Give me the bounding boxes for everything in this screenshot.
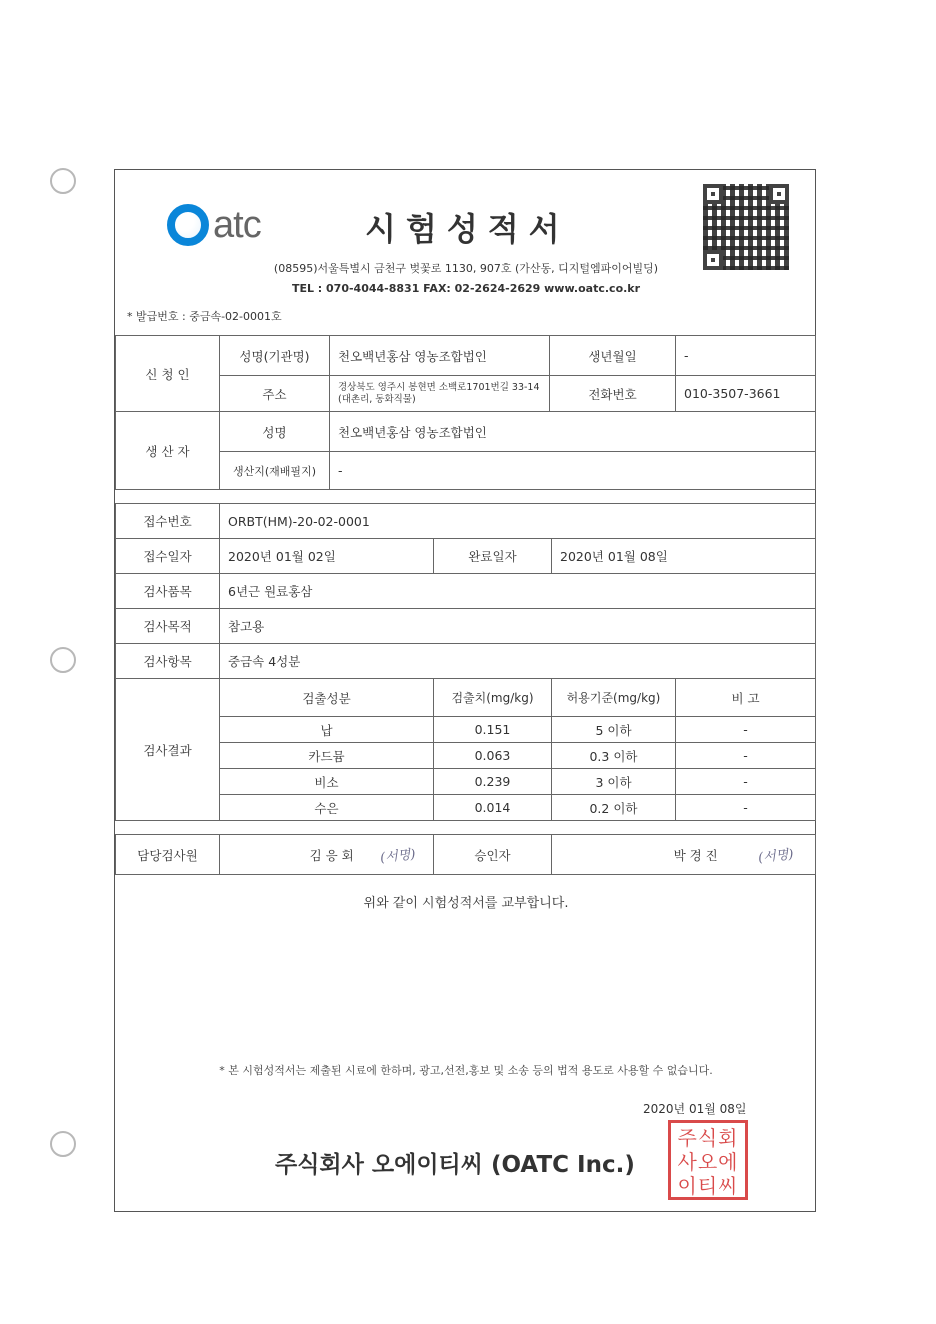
results-header-limit: 허용기준(mg/kg) xyxy=(552,679,676,717)
issue-date: 2020년 01월 08일 xyxy=(643,1102,747,1116)
seal-line: 사오에 xyxy=(677,1150,739,1174)
value-cell: 0.239 xyxy=(434,769,552,795)
note-cell: - xyxy=(676,769,816,795)
address-label: 주소 xyxy=(220,376,330,412)
issue-number: * 발급번호 : 중금속-02-0001호 xyxy=(127,310,282,323)
applicant-table xyxy=(115,335,816,490)
address-value: 경상북도 영주시 봉현면 소백로1701번길 33-14 (대촌리, 동화직물) xyxy=(330,376,550,412)
item-value: 6년근 원료홍삼 xyxy=(220,574,816,609)
results-table xyxy=(115,678,816,821)
receipt-table xyxy=(115,503,816,679)
results-header-value: 검출치(mg/kg) xyxy=(434,679,552,717)
origin-label: 생산지(재배필지) xyxy=(220,452,330,490)
receipt-number-label: 접수번호 xyxy=(116,504,220,539)
receipt-number-value: ORBT(HM)-20-02-0001 xyxy=(220,504,816,539)
note-cell: - xyxy=(676,717,816,743)
receipt-date-label: 접수일자 xyxy=(116,539,220,574)
applicant-name-value: 천오백년홍삼 영농조합법인 xyxy=(330,336,550,376)
phone-value: 010-3507-3661 xyxy=(676,376,816,412)
delivery-statement: 위와 같이 시험성적서를 교부합니다. xyxy=(363,896,569,911)
punch-hole-middle xyxy=(50,647,76,673)
inspector-signature: (서명) xyxy=(379,847,416,866)
table-row xyxy=(116,769,816,795)
logo-o-icon xyxy=(167,204,209,246)
limit-cell: 5 이하 xyxy=(552,717,676,743)
birth-value: - xyxy=(676,336,816,376)
company-seal-stamp xyxy=(668,1120,748,1200)
signature-table xyxy=(115,834,816,875)
component-cell: 카드뮴 xyxy=(220,743,434,769)
usage-notice: * 본 시험성적서는 제출된 시료에 한하며, 광고,선전,홍보 및 소송 등의 법적 용도로 사용할 수 없습니다. xyxy=(219,1064,713,1077)
component-cell: 수은 xyxy=(220,795,434,821)
company-address: (08595)서울특별시 금천구 벚꽃로 1130, 907호 (가산동, 디지털엠파이어빌딩) xyxy=(273,262,659,275)
table-row xyxy=(116,717,816,743)
birth-label: 생년월일 xyxy=(550,336,676,376)
approver-label: 승인자 xyxy=(434,835,552,875)
note-cell: - xyxy=(676,743,816,769)
logo-text: atc xyxy=(213,203,261,246)
purpose-label: 검사목적 xyxy=(116,609,220,644)
approver-signature: (서명) xyxy=(757,847,794,866)
producer-name-value: 천오백년홍삼 영농조합법인 xyxy=(330,412,816,452)
seal-line: 주식회 xyxy=(677,1126,739,1150)
certificate-sheet xyxy=(114,169,816,1212)
value-cell: 0.014 xyxy=(434,795,552,821)
limit-cell: 3 이하 xyxy=(552,769,676,795)
inspector-label: 담당검사원 xyxy=(116,835,220,875)
applicant-name-label: 성명(기관명) xyxy=(220,336,330,376)
punch-hole-bottom xyxy=(50,1131,76,1157)
value-cell: 0.063 xyxy=(434,743,552,769)
table-row xyxy=(116,743,816,769)
approver-name: 박 경 진 xyxy=(673,848,718,863)
page-title: 시험성적서 xyxy=(365,210,570,248)
company-contact: TEL : 070-4044-8831 FAX: 02-2624-2629 www.oatc.co.kr xyxy=(291,282,641,295)
purpose-value: 참고용 xyxy=(220,609,816,644)
company-name: 주식회사 오에이티씨 (OATC Inc.) xyxy=(275,1152,635,1178)
component-cell: 비소 xyxy=(220,769,434,795)
component-cell: 납 xyxy=(220,717,434,743)
seal-line: 이티씨 xyxy=(677,1174,739,1198)
note-cell: - xyxy=(676,795,816,821)
phone-label: 전화번호 xyxy=(550,376,676,412)
producer-name-label: 성명 xyxy=(220,412,330,452)
table-row xyxy=(116,795,816,821)
limit-cell: 0.3 이하 xyxy=(552,743,676,769)
inspector-name: 김 응 회 xyxy=(309,848,354,863)
limit-cell: 0.2 이하 xyxy=(552,795,676,821)
complete-date-value: 2020년 01월 08일 xyxy=(552,539,816,574)
oatc-logo xyxy=(167,200,261,250)
complete-date-label: 완료일자 xyxy=(434,539,552,574)
results-header-component: 검출성분 xyxy=(220,679,434,717)
scope-value: 중금속 4성분 xyxy=(220,644,816,679)
punch-hole-top xyxy=(50,168,76,194)
producer-section-label: 생 산 자 xyxy=(116,412,220,490)
item-label: 검사품목 xyxy=(116,574,220,609)
applicant-section-label: 신 청 인 xyxy=(116,336,220,412)
value-cell: 0.151 xyxy=(434,717,552,743)
receipt-date-value: 2020년 01월 02일 xyxy=(220,539,434,574)
scope-label: 검사항목 xyxy=(116,644,220,679)
qr-code-icon xyxy=(703,184,789,270)
origin-value: - xyxy=(330,452,816,490)
results-header-note: 비 고 xyxy=(676,679,816,717)
results-section-label: 검사결과 xyxy=(116,679,220,821)
